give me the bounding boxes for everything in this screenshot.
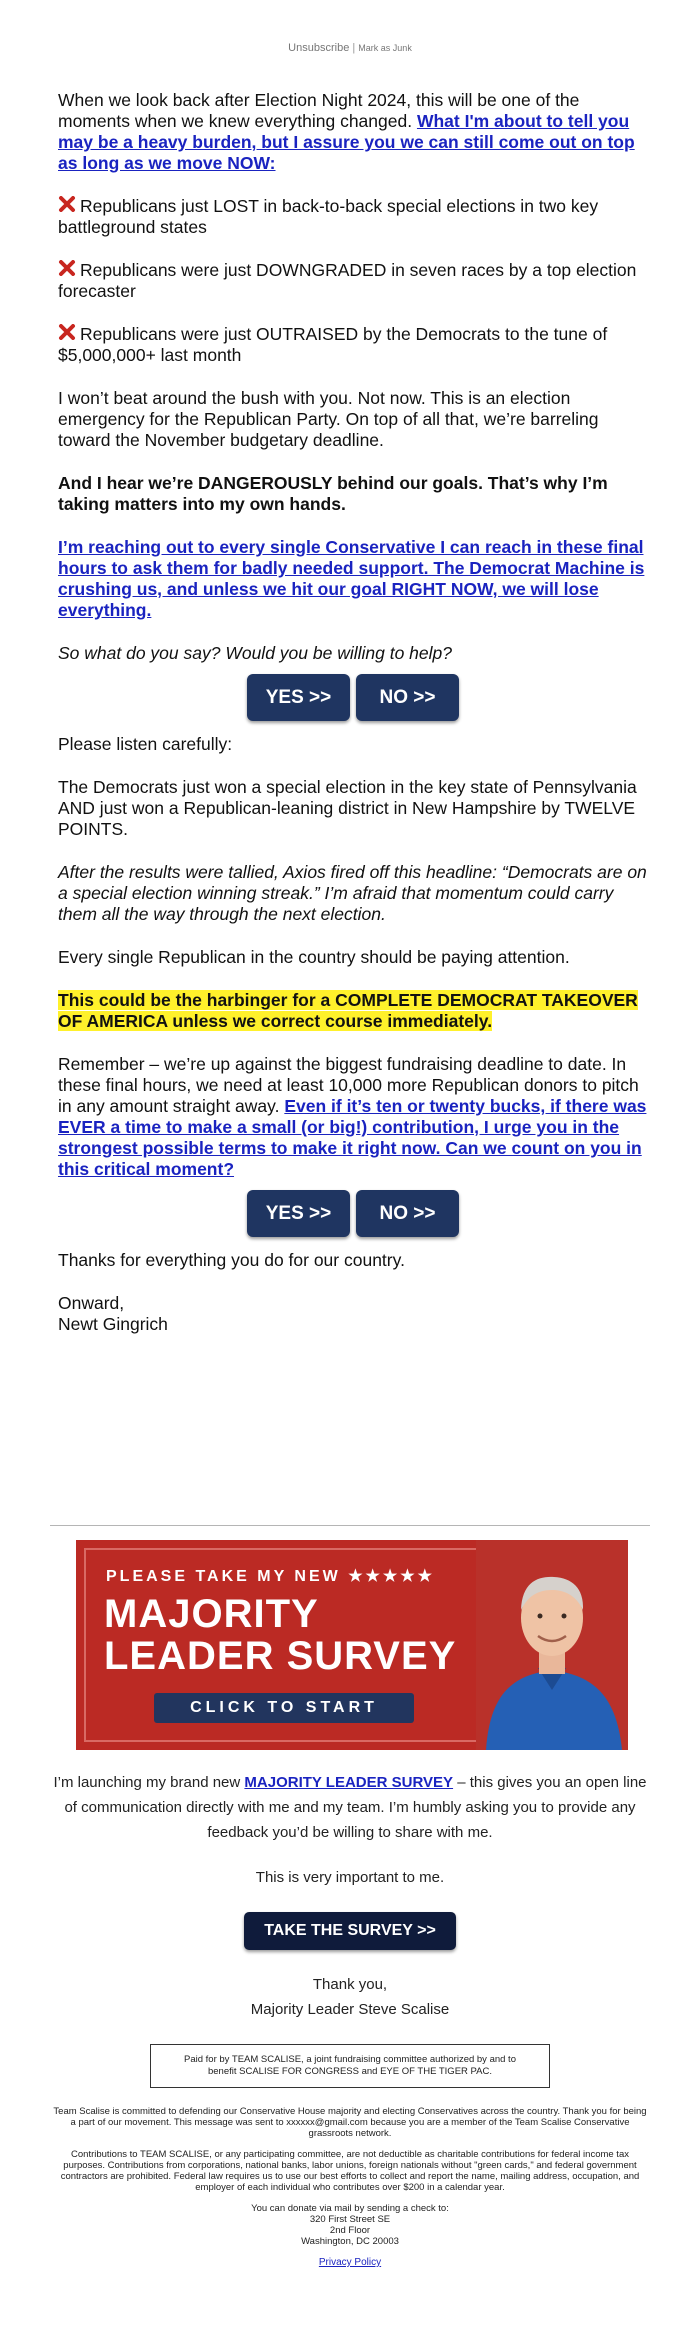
help-question: So what do you say? Would you be willing to help? [58,643,452,663]
takeover-paragraph [58,990,648,1032]
footer [50,1770,650,2268]
yes-button[interactable]: YES >> [247,674,350,721]
no-button[interactable]: NO >> [356,674,459,721]
address-line2: 2nd Floor [329,2225,371,2236]
survey-link[interactable]: MAJORITY LEADER SURVEY [244,1774,454,1791]
commitment-disclaimer: Team Scalise is committed to defending our Conservative House majority and electing Conservatives across the country. Thank you for being a part of our movement. This message was sent to xxxxxx@gmail.com because you are a member of the Team Scalise Conservative grassroots network. [53,2106,647,2139]
banner-tagline: PLEASE TAKE MY NEW ★★★★★ [106,1568,435,1585]
mail-intro: You can donate via mail by sending a check to: [251,2203,449,2214]
red-x-icon [58,260,80,281]
contributions-disclaimer: Contributions to TEAM SCALISE, or any participating committee, are not deductible as charitable contributions for federal income tax purposes. Contributions from corporations, national banks, labor unions, foreign nationals without "green cards," and federal government contractors are prohibited. Federal law requires us to use our best efforts to collect and report the name, mailing address, occupation, and employer of each individual who contributes over $200 in a calendar year. [60,2149,640,2193]
top-links [0,0,700,62]
bullet-outraised: Republicans were just OUTRAISED by the Democrats to the tune of $5,000,000+ last month [58,324,608,365]
privacy-policy-link[interactable]: Privacy Policy [318,2257,382,2268]
footer-signer: Majority Leader Steve Scalise [250,2001,450,2018]
paid-for-by-box: Paid for by TEAM SCALISE, a joint fundraising committee authorized by and to benefit SCALISE FOR CONGRESS and EYE OF THE TIGER PAC. [150,2044,550,2088]
listen-paragraph: Please listen carefully: [58,734,233,754]
address-line3: Washington, DC 20003 [301,2236,399,2247]
response-buttons [58,674,648,724]
important-note: This is very important to me. [255,1869,445,1886]
deadline-paragraph: Remember – we’re up against the biggest fundraising deadline to date. In these final hours, we need at least 10,000 more Republican donors to pitch in any amount straight away. Even if it’s ten or twenty bucks, if there was EVER a time to make a small (or big!) contribution, I urge you in the strongest possible terms to make it right now. Can we count on you in this critical moment? [58,1054,647,1179]
red-x-icon [58,324,80,345]
bullet-lost: Republicans just LOST in back-to-back special elections in two key battleground states [58,196,599,237]
privacy-row [50,2257,650,2268]
take-survey-button[interactable]: TAKE THE SURVEY >> [244,1912,456,1950]
signature: Newt Gingrich [58,1314,168,1334]
attention-paragraph: Every single Republican in the country should be paying attention. [58,947,570,967]
red-x-icon [58,196,80,217]
address-line1: 320 First Street SE [309,2214,391,2225]
footer-thanks: Thank you, [312,1976,388,1993]
no-button[interactable]: NO >> [356,1190,459,1237]
link-separator: | [352,42,356,54]
banner-title-line1: MAJORITY [104,1592,319,1636]
banner-title-line2: LEADER SURVEY [104,1634,457,1678]
survey-intro: I’m launching my brand new MAJORITY LEADER SURVEY – this gives you an open line of communication directly with me and my team. I’m humbly asking you to provide any feedback you’d be willing to share with me. [53,1774,647,1841]
thanks-paragraph: Thanks for everything you do for our country. [58,1250,405,1270]
outreach-paragraph [58,537,648,621]
unsubscribe-link[interactable]: Unsubscribe [288,42,350,54]
email-body [58,90,648,1335]
behind-goals-paragraph: And I hear we’re DANGEROUSLY behind our goals. That’s why I’m taking matters into my own hands. [58,473,608,514]
bullet-downgraded: Republicans were just DOWNGRADED in seven races by a top election forecaster [58,260,637,301]
emergency-paragraph: I won’t beat around the bush with you. Not now. This is an election emergency for the Republican Party. On top of all that, we’re barreling toward the November budgetary deadline. [58,388,599,450]
highlighted-text: This could be the harbinger for a COMPLETE DEMOCRAT TAKEOVER OF AMERICA unless we correct course immediately. [58,990,638,1031]
signoff: Onward, [58,1293,125,1313]
democrats-won-paragraph: The Democrats just won a special election in the key state of Pennsylvania AND just won a Republican-leaning district in New Hampshire by TWELVE POINTS. [58,777,637,839]
outreach-link[interactable]: I’m reaching out to every single Conservative I can reach in these final hours to ask them for badly needed support. The Democrat Machine is crushing us, and unless we hit our goal RIGHT NOW, we will lose everything. [58,537,645,620]
axios-paragraph: After the results were tallied, Axios fired off this headline: “Democrats are on a special election winning streak.” I’m afraid that momentum could carry them all the way through the next election. [58,862,647,924]
person-photo-icon [476,1540,628,1750]
intro-link[interactable]: What I'm about to tell you may be a heavy burden, but I assure you we can still come out on top as long as we move NOW: [58,111,635,173]
section-divider [50,1525,650,1526]
survey-banner[interactable] [76,1540,628,1750]
contribution-link[interactable]: Even if it’s ten or twenty bucks, if there was EVER a time to make a small (or big!) contribution, I urge you in the strongest possible terms to make it right now. Can we count on you in this critical moment? [58,1096,647,1179]
intro-paragraph: When we look back after Election Night 2024, this will be one of the moments when we knew everything changed. What I'm about to tell you may be a heavy burden, but I assure you we can still come out on top as long as we move NOW: [58,90,635,173]
banner-cta-button[interactable]: CLICK TO START [154,1693,414,1723]
mark-as-junk-link[interactable]: Mark as Junk [358,43,412,53]
response-buttons-2 [58,1190,648,1240]
yes-button[interactable]: YES >> [247,1190,350,1237]
